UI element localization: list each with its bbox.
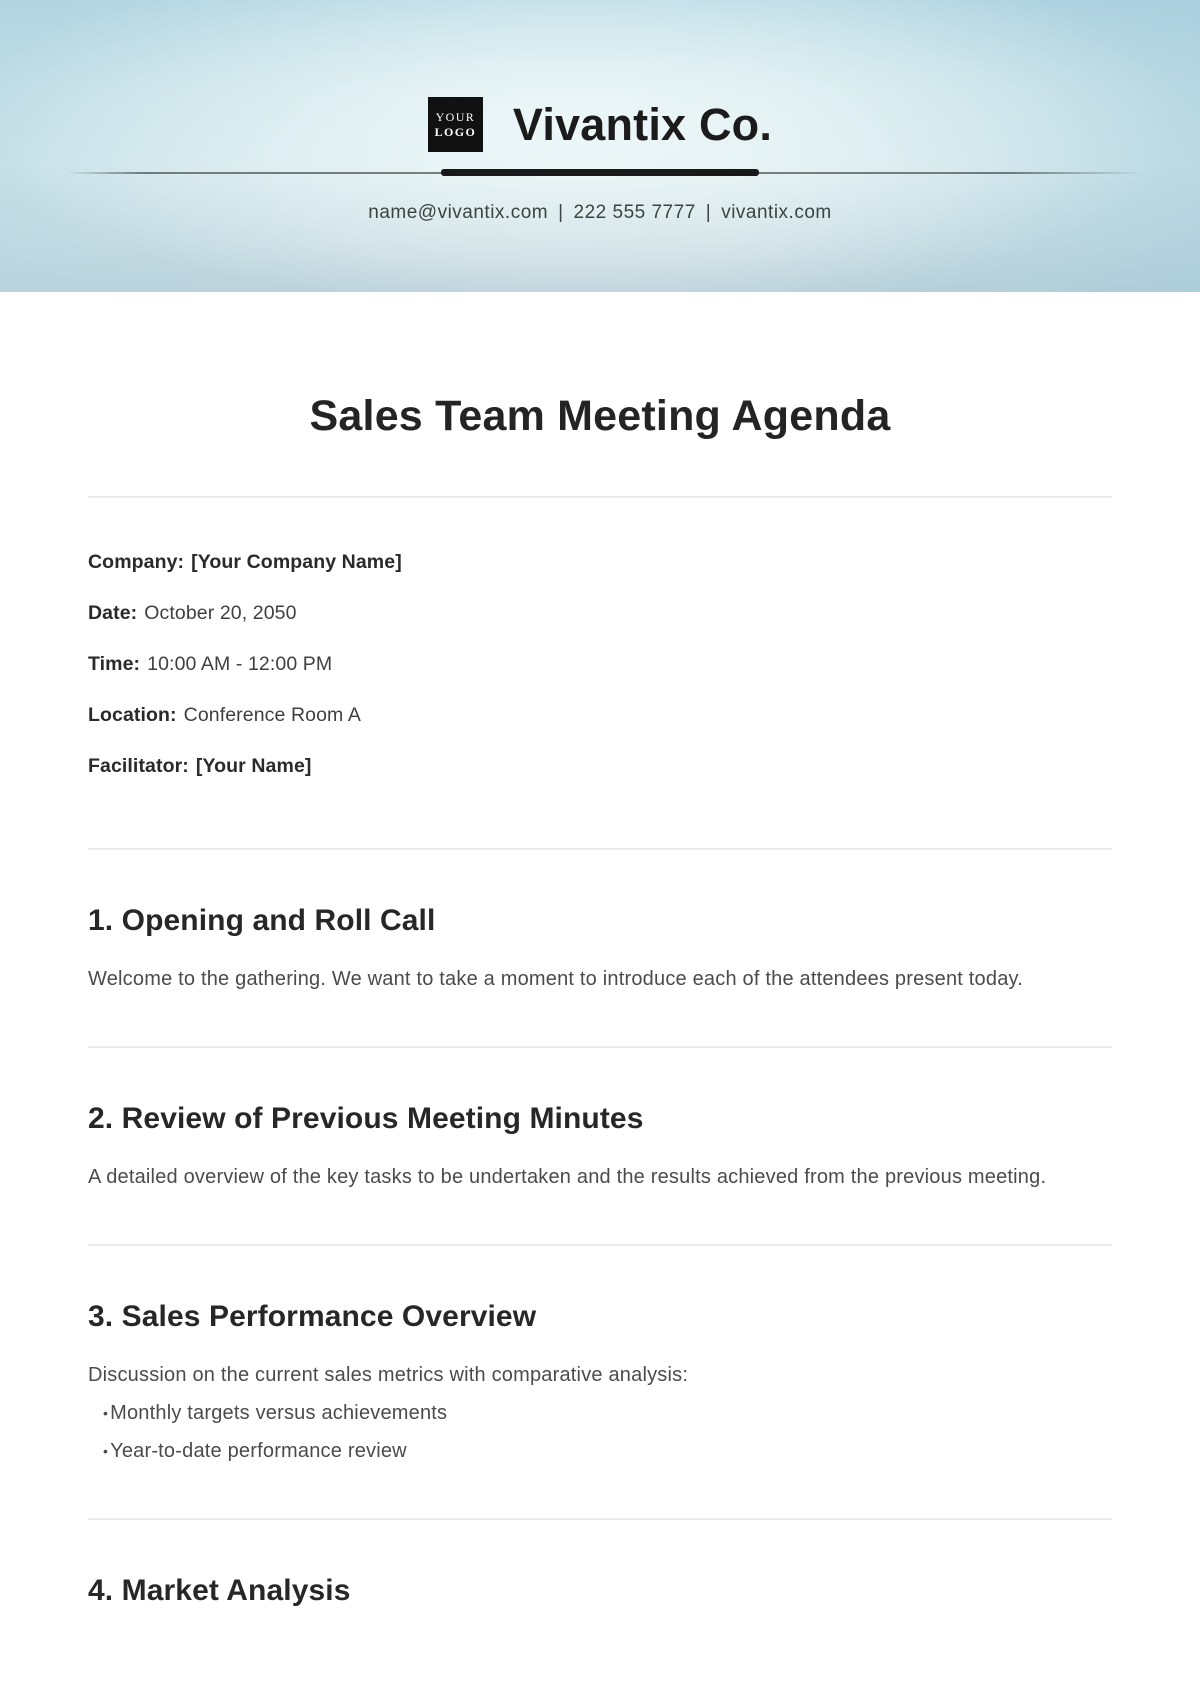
meta-value: [Your Company Name] (191, 551, 402, 573)
meeting-details (88, 551, 1112, 778)
meta-value: [Your Name] (195, 755, 312, 777)
section-review-minutes (88, 1100, 1112, 1196)
contact-separator: | (705, 202, 712, 223)
company-name: Vivantix Co. (512, 99, 773, 150)
meta-label: Facilitator: (88, 755, 189, 777)
document-title: Sales Team Meeting Agenda (309, 392, 891, 440)
section-sales-performance (88, 1298, 1112, 1470)
letterhead-accent-bar (441, 169, 759, 176)
meta-row-time (88, 653, 1112, 676)
section-heading-3: 3. Sales Performance Overview (88, 1300, 537, 1333)
logo-text-line2: LOGO (434, 124, 477, 139)
divider (88, 1518, 1112, 1520)
meta-row-date (88, 602, 1112, 625)
meta-row-facilitator (88, 755, 1112, 778)
bullet-icon: • (103, 1405, 109, 1421)
bullet-icon: • (103, 1443, 109, 1459)
section-body-3: Discussion on the current sales metrics with comparative analysis: (88, 1364, 689, 1386)
meta-value: Conference Room A (183, 704, 361, 726)
section-body-2: A detailed overview of the key tasks to be undertaken and the results achieved from the previous meeting. (88, 1166, 1047, 1188)
section-heading-2: 2. Review of Previous Meeting Minutes (88, 1102, 644, 1135)
bullet-text: Monthly targets versus achievements (110, 1402, 448, 1424)
contact-email: name@vivantix.com (368, 202, 549, 223)
divider (88, 1244, 1112, 1246)
meta-label: Date: (88, 602, 138, 624)
section-body-1: Welcome to the gathering. We want to take a moment to introduce each of the attendees present today. (88, 968, 1023, 990)
divider (88, 848, 1112, 850)
contact-separator: | (558, 202, 564, 223)
meta-row-company (88, 551, 1112, 574)
contact-phone: 222 555 7777 (573, 202, 696, 223)
divider (88, 496, 1112, 498)
meta-value: 10:00 AM - 12:00 PM (147, 653, 333, 675)
document-body (0, 392, 1200, 1610)
meta-label: Time: (88, 653, 141, 675)
bullet-text: Year-to-date performance review (110, 1440, 407, 1462)
bullet-item (103, 1394, 1112, 1432)
section-heading-1: 1. Opening and Roll Call (88, 904, 436, 937)
meta-value: October 20, 2050 (144, 602, 297, 624)
brand (0, 97, 1200, 152)
contact-website: vivantix.com (721, 202, 832, 223)
bullet-list (88, 1394, 1112, 1470)
contact-line (0, 202, 1200, 224)
divider (88, 1046, 1112, 1048)
company-logo (428, 97, 483, 152)
section-market-analysis (88, 1572, 1112, 1610)
section-heading-4: 4. Market Analysis (88, 1574, 351, 1607)
logo-text-line1: YOUR (435, 109, 476, 124)
section-opening-roll-call (88, 902, 1112, 998)
bullet-item (103, 1432, 1112, 1470)
meta-row-location (88, 704, 1112, 727)
meta-label: Company: (88, 551, 185, 573)
meta-label: Location: (88, 704, 177, 726)
letterhead (0, 0, 1200, 292)
